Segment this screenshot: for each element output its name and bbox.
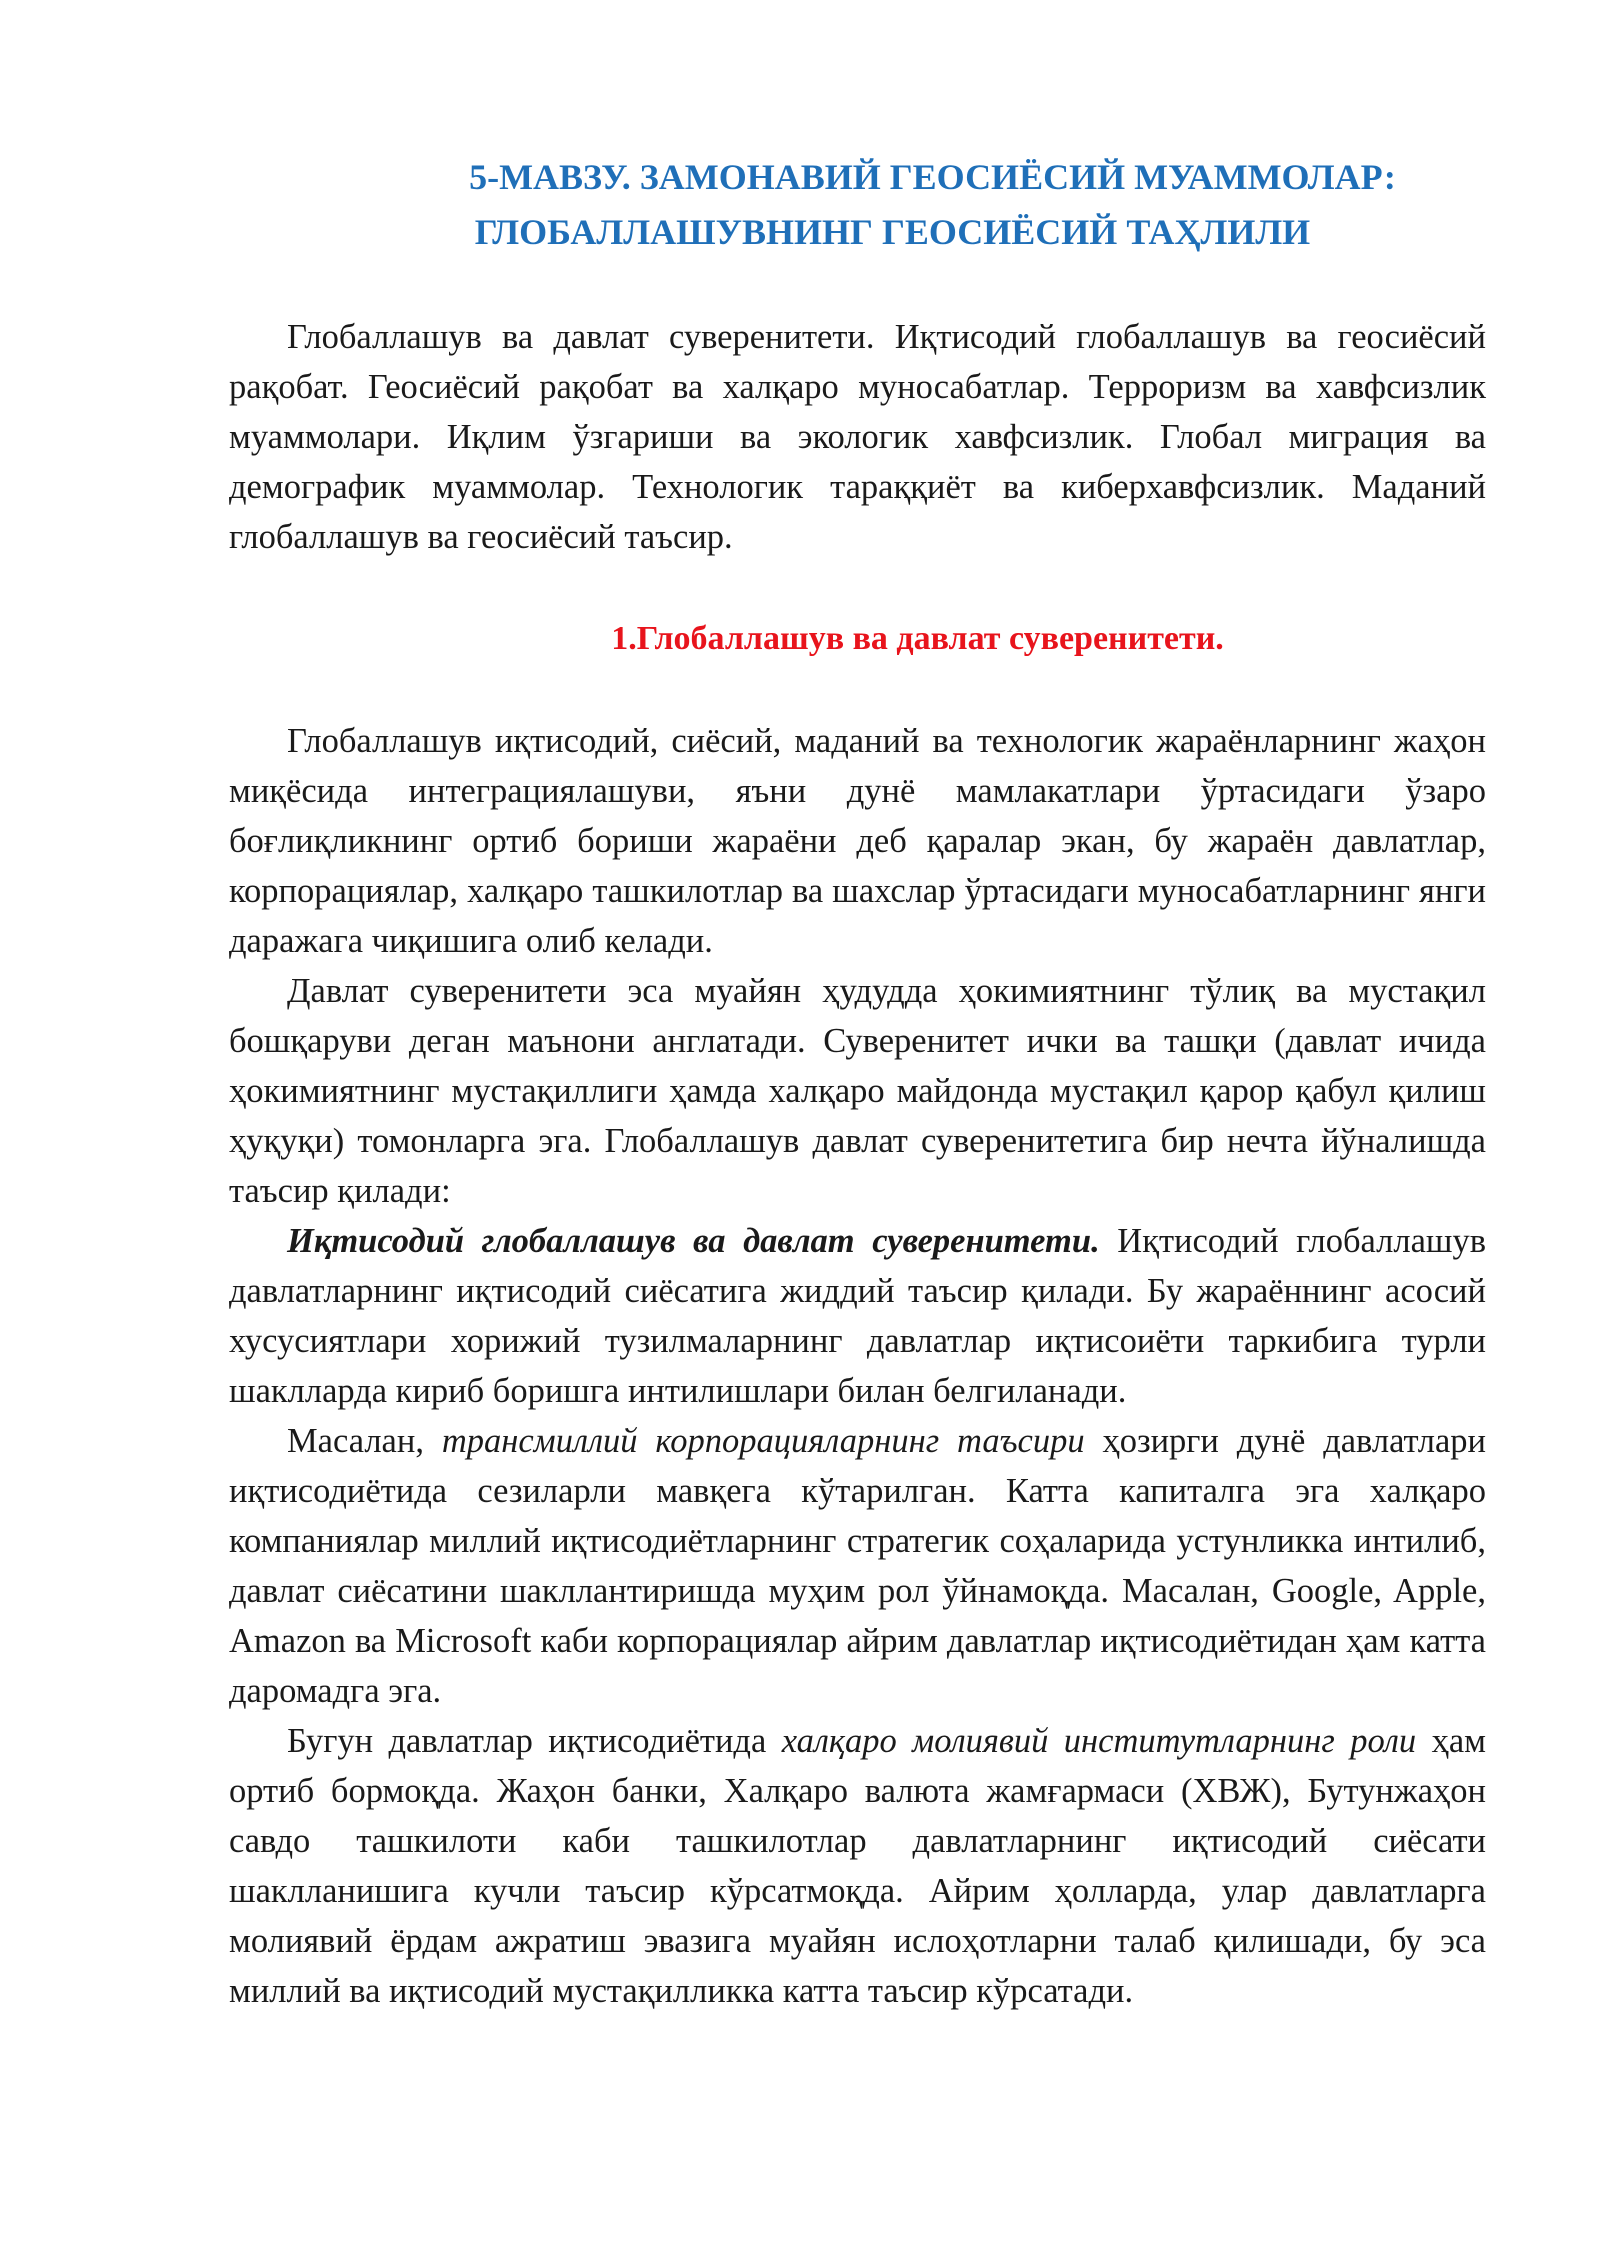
paragraph-financial-institutions xyxy=(229,1716,1486,2016)
body-text: ҳозирги дунё давлатлари иқтисодиётида сезиларли мавқега кўтарилган. Катта капиталга эга халқаро компаниялар миллий иқтисодиётларнинг стратегик соҳаларида устунликка интилиб, давлат сиёсатини шакллантиришда муҳим рол ўйнамоқда. Масалан, Google, Apple, Amazon ва Microsoft каби корпорациялар айрим давлатлар иқтисодиётидан ҳам катта даромадга эга. xyxy=(229,1422,1486,1710)
document-page xyxy=(229,150,1486,2016)
body-text: ҳам ортиб бормоқда. Жаҳон банки, Халқаро валюта жамғармаси (ХВЖ), Бутунжаҳон савдо ташкилоти каби ташкилотлар давлатларнинг иқтисодий сиёсати шаклланишига кучли таъсир кўрсатмоқда. Айрим ҳолларда, улар давлатларга молиявий ёрдам ажратиш эвазига муайян ислоҳотларни талаб қилишади, бу эса миллий ва иқтисодий мустақилликка катта таъсир кўрсатади. xyxy=(229,1722,1486,2010)
paragraph-sovereignty-definition: Давлат суверенитети эса муайян ҳудудда ҳокимиятнинг тўлиқ ва мустақил бошқаруви деган маънони англатади. Суверенитет ички ва ташқи (давлат ичида ҳокимиятнинг мустақиллиги ҳамда халқаро майдонда мустақил қарор қабул қилиш ҳуқуқи) томонларга эга. Глобаллашув давлат суверенитетига бир нечта йўналишда таъсир қилади: xyxy=(229,972,1486,1210)
italic-text: халқаро молиявий институтларнинг роли xyxy=(781,1722,1417,1760)
paragraph-economic-globalization xyxy=(229,1216,1486,1416)
paragraph-transnational-corporations xyxy=(229,1416,1486,1716)
body-text: Бугун давлатлар иқтисодиётида xyxy=(287,1722,782,1760)
body-text: Иқтисодий глобаллашув давлатларнинг иқтисодий сиёсатига жиддий таъсир қилади. Бу жараённинг асосий хусусиятлари хорижий тузилмаларнинг давлатлар иқтисоиёти таркибига турли шаклларда кириб боришга интилишлари билан белгиланади. xyxy=(229,1222,1487,1410)
topics-paragraph: Глобаллашув ва давлат суверенитети. Иқтисодий глобаллашув ва геосиёсий рақобат. Геосиёсий рақобат ва халқаро муносабатлар. Терроризм ва хавфсизлик муаммолари. Иқлим ўзгариши ва экологик хавфсизлик. Глобал миграция ва демографик муаммолар. Технологик тараққиёт ва киберхавфсизлик. Маданий глобаллашув ва геосиёсий таъсир. xyxy=(229,318,1486,556)
title-line-2: ГЛОБАЛЛАШУВНИНГ ГЕОСИЁСИЙ ТАҲЛИЛИ xyxy=(474,212,1311,252)
title-line-1: 5-МАВЗУ. ЗАМОНАВИЙ ГЕОСИЁСИЙ МУАММОЛАР: xyxy=(469,157,1396,197)
emphasis-text: Иқтисодий глобаллашув ва давлат суверенитети. xyxy=(287,1222,1100,1260)
body-text: Масалан, xyxy=(287,1422,442,1460)
section-heading: 1.Глобаллашув ва давлат суверенитети. xyxy=(611,620,1224,657)
paragraph-globalization-definition: Глобаллашув иқтисодий, сиёсий, маданий ва технологик жараёнларнинг жаҳон миқёсида интеграциялашуви, яъни дунё мамлакатлари ўртасидаги ўзаро боғлиқликнинг ортиб бориши жараёни деб қаралар экан, бу жараён давлатлар, корпорациялар, халқаро ташкилотлар ва шахслар ўртасидаги муносабатларнинг янги даражага чиқишига олиб келади. xyxy=(229,722,1486,960)
italic-text: трансмиллий корпорацияларнинг таъсири xyxy=(441,1422,1085,1460)
page-title xyxy=(229,150,1486,260)
